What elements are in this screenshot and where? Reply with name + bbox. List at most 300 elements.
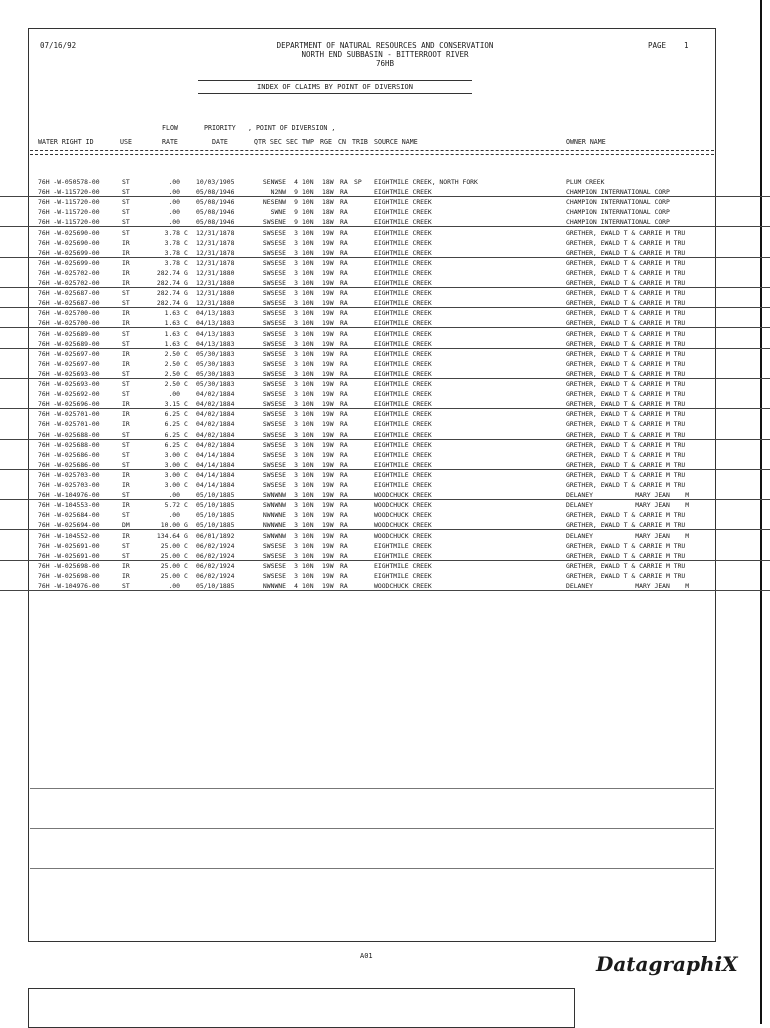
cell-rge: 19W (322, 369, 334, 378)
table-row (0, 450, 770, 460)
cell-use: ST (122, 430, 130, 439)
cell-qtr: SWNWNW (262, 531, 286, 540)
cell-id: 76H -W-025699-00 (38, 258, 100, 267)
table-row (0, 339, 770, 349)
cell-flag: C (184, 400, 188, 409)
col-cn: CN (338, 138, 346, 146)
cell-flag: G (184, 268, 188, 277)
cell-twp: 10N (302, 359, 314, 368)
col-point-of-diversion: , POINT OF DIVERSION , (248, 124, 336, 132)
cell-rate: 1.63 (164, 329, 180, 338)
cell-twp: 10N (302, 571, 314, 580)
cell-flag: C (184, 359, 188, 368)
cell-qtr: NESENW (262, 198, 286, 207)
cell-use: ST (122, 218, 130, 227)
cell-source: EIGHTMILE CREEK (374, 430, 432, 439)
table-row (0, 258, 770, 268)
cell-qtr: SWNE (270, 208, 286, 217)
cell-twp: 10N (302, 521, 314, 530)
cell-cn: RA (340, 238, 348, 247)
cell-cn: RA (340, 248, 348, 257)
cell-twp: 10N (302, 501, 314, 510)
cell-sec: 3 (294, 551, 298, 560)
cell-date: 04/02/1884 (196, 440, 235, 449)
col-owner-name: OWNER NAME (566, 138, 606, 146)
cell-twp: 10N (302, 511, 314, 520)
cell-date: 04/14/1884 (196, 481, 235, 489)
cell-qtr: NWNWNE (262, 521, 286, 530)
cell-source: EIGHTMILE CREEK (374, 228, 432, 237)
cell-date: 05/30/1883 (196, 359, 235, 368)
cell-id: 76H -W-025701-00 (38, 420, 100, 429)
cell-owner: GRETHER, EWALD T & CARRIE M TRU (566, 420, 686, 429)
cell-owner: GRETHER, EWALD T & CARRIE M TRU (566, 289, 686, 298)
cell-rge: 18W (322, 208, 334, 217)
next-frame-border (28, 988, 575, 1028)
table-row (0, 248, 770, 258)
cell-rate: 3.78 (164, 248, 180, 257)
cell-cn: RA (340, 218, 348, 227)
page-label: PAGE (648, 41, 667, 50)
cell-owner: GRETHER, EWALD T & CARRIE M TRU (566, 248, 686, 257)
cell-rate: 3.00 (164, 450, 180, 459)
cell-id: 76H -W-025686-00 (38, 460, 100, 469)
cell-rate: 1.63 (164, 339, 180, 348)
cell-flag: C (184, 238, 188, 247)
cell-id: 76H -W-025691-00 (38, 551, 100, 560)
cell-flag: C (184, 228, 188, 237)
cell-use: ST (122, 228, 130, 237)
cell-id: 76H -W-025702-00 (38, 279, 100, 287)
cell-date: 04/13/1883 (196, 319, 235, 328)
cell-twp: 10N (302, 390, 314, 399)
cell-cn: RA (340, 359, 348, 368)
cell-use: IR (122, 268, 130, 277)
cell-sec: 3 (294, 491, 298, 500)
table-row (0, 510, 770, 520)
cell-rge: 18W (322, 188, 334, 197)
cell-sec: 3 (294, 561, 298, 570)
cell-sec: 3 (294, 511, 298, 520)
cell-date: 04/02/1884 (196, 420, 235, 429)
cell-twp: 10N (302, 208, 314, 217)
cell-flag: C (184, 571, 188, 580)
cell-use: IR (122, 571, 130, 580)
cell-owner: GRETHER, EWALD T & CARRIE M TRU (566, 410, 686, 419)
cell-rate: 3.78 (164, 228, 180, 237)
cell-sec: 3 (294, 238, 298, 247)
cell-twp: 10N (302, 470, 314, 479)
cell-id: 76H -W-025689-00 (38, 329, 100, 338)
cell-twp: 10N (302, 420, 314, 429)
cell-id: 76H -W-104976-00 (38, 491, 100, 500)
table-row (0, 228, 770, 238)
cell-qtr: SWSESE (262, 319, 286, 328)
cell-id: 76H -W-115720-00 (38, 218, 100, 227)
cell-rge: 19W (322, 410, 334, 419)
cell-rate: .00 (168, 491, 180, 500)
cell-date: 04/02/1884 (196, 410, 235, 419)
cell-twp: 10N (302, 188, 314, 197)
cell-sec: 3 (294, 279, 298, 287)
frame-code: A01 (360, 952, 373, 960)
cell-twp: 10N (302, 531, 314, 540)
table-row (0, 308, 770, 318)
cell-cn: RA (340, 319, 348, 328)
cell-twp: 10N (302, 339, 314, 348)
cell-rate: 25.00 (160, 571, 180, 580)
cell-cn: RA (340, 329, 348, 338)
cell-rate: 3.00 (164, 460, 180, 469)
cell-id: 76H -W-025700-00 (38, 309, 100, 318)
cell-owner: GRETHER, EWALD T & CARRIE M TRU (566, 279, 686, 287)
cell-use: ST (122, 380, 130, 388)
cell-owner: DELANEY MARY JEAN M (566, 501, 690, 510)
cell-sec: 3 (294, 571, 298, 580)
cell-owner: GRETHER, EWALD T & CARRIE M TRU (566, 511, 686, 520)
col-flow: FLOW (162, 124, 178, 132)
cell-date: 05/10/1885 (196, 521, 235, 530)
cell-date: 04/14/1884 (196, 460, 235, 469)
cell-id: 76H -W-025688-00 (38, 440, 100, 449)
cell-source: EIGHTMILE CREEK (374, 359, 432, 368)
cell-source: WOODCHUCK CREEK (374, 521, 432, 530)
cell-twp: 10N (302, 380, 314, 388)
cell-use: IR (122, 279, 130, 287)
cell-cn: RA (340, 551, 348, 560)
cell-use: IR (122, 410, 130, 419)
cell-sec: 3 (294, 481, 298, 489)
cell-owner: GRETHER, EWALD T & CARRIE M TRU (566, 460, 686, 469)
cell-id: 76H -W-115720-00 (38, 198, 100, 207)
cell-use: IR (122, 258, 130, 267)
cell-qtr: N2NW (270, 188, 286, 197)
cell-cn: RA (340, 228, 348, 237)
cell-rge: 19W (322, 450, 334, 459)
cell-twp: 10N (302, 248, 314, 257)
cell-rge: 19W (322, 420, 334, 429)
cell-date: 05/08/1946 (196, 198, 235, 207)
basin-code: 76HB (375, 59, 395, 68)
col-date: DATE (212, 138, 228, 146)
cell-owner: GRETHER, EWALD T & CARRIE M TRU (566, 521, 686, 530)
cell-date: 12/31/1878 (196, 258, 235, 267)
cell-source: EIGHTMILE CREEK (374, 218, 432, 227)
cell-cn: RA (340, 309, 348, 318)
cell-twp: 10N (302, 218, 314, 227)
cell-source: EIGHTMILE CREEK (374, 198, 432, 207)
cell-cn: RA (340, 178, 348, 186)
cell-source: EIGHTMILE CREEK (374, 440, 432, 449)
cell-date: 04/13/1883 (196, 339, 235, 348)
table-row (0, 460, 770, 470)
cell-rate: .00 (168, 188, 180, 197)
cell-rate: 25.00 (160, 551, 180, 560)
table-row (0, 349, 770, 359)
cell-flag: G (184, 521, 188, 530)
cell-twp: 10N (302, 268, 314, 277)
cell-source: WOODCHUCK CREEK (374, 531, 432, 540)
cell-twp: 10N (302, 299, 314, 308)
cell-rate: 6.25 (164, 440, 180, 449)
cell-rge: 19W (322, 279, 334, 287)
cell-qtr: SWSESE (262, 470, 286, 479)
cell-rge: 18W (322, 178, 334, 186)
cell-cn: RA (340, 501, 348, 510)
cell-twp: 10N (302, 258, 314, 267)
cell-source: EIGHTMILE CREEK (374, 268, 432, 277)
cell-id: 76H -W-025698-00 (38, 561, 100, 570)
cell-rge: 18W (322, 218, 334, 227)
cell-qtr: SWSESE (262, 551, 286, 560)
cell-rate: .00 (168, 582, 180, 590)
cell-qtr: SWSESE (262, 380, 286, 388)
cell-rge: 19W (322, 551, 334, 560)
cell-rate: 1.63 (164, 319, 180, 328)
cell-source: EIGHTMILE CREEK (374, 420, 432, 429)
cell-rge: 19W (322, 359, 334, 368)
cell-rate: 134.64 (156, 531, 180, 540)
table-row (0, 561, 770, 571)
cell-twp: 10N (302, 238, 314, 247)
cell-flag: C (184, 410, 188, 419)
cell-owner: GRETHER, EWALD T & CARRIE M TRU (566, 481, 686, 489)
cell-date: 05/08/1946 (196, 218, 235, 227)
cell-sec: 3 (294, 380, 298, 388)
cell-source: EIGHTMILE CREEK (374, 208, 432, 217)
cell-use: ST (122, 551, 130, 560)
cell-qtr: SWSESE (262, 248, 286, 257)
cell-rate: 25.00 (160, 541, 180, 550)
cell-cn: RA (340, 420, 348, 429)
cell-owner: GRETHER, EWALD T & CARRIE M TRU (566, 430, 686, 439)
cell-id: 76H -W-025698-00 (38, 571, 100, 580)
cell-source: EIGHTMILE CREEK (374, 258, 432, 267)
cell-rge: 19W (322, 248, 334, 257)
cell-flag: C (184, 309, 188, 318)
cell-source: EIGHTMILE CREEK (374, 400, 432, 409)
cell-id: 76H -W-025687-00 (38, 299, 100, 308)
cell-source: EIGHTMILE CREEK (374, 339, 432, 348)
cell-owner: CHAMPION INTERNATIONAL CORP (566, 218, 670, 227)
cell-flag: C (184, 258, 188, 267)
cell-rge: 19W (322, 289, 334, 298)
table-row (0, 571, 770, 581)
cell-rge: 19W (322, 349, 334, 358)
cell-rge: 19W (322, 582, 334, 590)
cell-trib: SP (354, 178, 362, 186)
table-row (0, 531, 770, 541)
cell-flag: C (184, 450, 188, 459)
cell-rge: 19W (322, 501, 334, 510)
cell-sec: 3 (294, 268, 298, 277)
cell-id: 76H -W-025693-00 (38, 369, 100, 378)
cell-flag: C (184, 380, 188, 388)
cell-source: EIGHTMILE CREEK (374, 349, 432, 358)
cell-flag: C (184, 430, 188, 439)
cell-date: 06/01/1892 (196, 531, 235, 540)
cell-sec: 3 (294, 531, 298, 540)
cell-qtr: NWNWNE (262, 511, 286, 520)
cell-cn: RA (340, 208, 348, 217)
cell-qtr: NWNWNE (262, 582, 286, 590)
table-row (0, 369, 770, 379)
cell-twp: 10N (302, 481, 314, 489)
cell-owner: GRETHER, EWALD T & CARRIE M TRU (566, 390, 686, 399)
cell-cn: RA (340, 349, 348, 358)
cell-cn: RA (340, 279, 348, 287)
cell-date: 10/03/1905 (196, 178, 235, 186)
table-row (0, 389, 770, 399)
cell-sec: 3 (294, 359, 298, 368)
cell-qtr: SWSESE (262, 289, 286, 298)
cell-qtr: SWSESE (262, 349, 286, 358)
cell-id: 76H -W-025692-00 (38, 390, 100, 399)
cell-owner: DELANEY MARY JEAN M (566, 491, 690, 500)
cell-flag: C (184, 339, 188, 348)
cell-sec: 9 (294, 188, 298, 197)
cell-id: 76H -W-025690-00 (38, 228, 100, 237)
report-date: 07/16/92 (40, 41, 77, 50)
cell-use: IR (122, 470, 130, 479)
cell-source: EIGHTMILE CREEK (374, 369, 432, 378)
cell-rate: 3.00 (164, 481, 180, 489)
table-row (0, 238, 770, 248)
cell-sec: 3 (294, 450, 298, 459)
cell-qtr: SWSESE (262, 258, 286, 267)
cell-qtr: SWSESE (262, 481, 286, 489)
cell-rge: 19W (322, 440, 334, 449)
cell-date: 04/02/1884 (196, 430, 235, 439)
cell-qtr: SWSESE (262, 390, 286, 399)
cell-owner: GRETHER, EWALD T & CARRIE M TRU (566, 450, 686, 459)
cell-cn: RA (340, 582, 348, 590)
col-qtr-sec: QTR SEC (254, 138, 282, 146)
cell-flag: C (184, 541, 188, 550)
table-row (0, 177, 770, 187)
cell-owner: GRETHER, EWALD T & CARRIE M TRU (566, 551, 686, 560)
cell-cn: RA (340, 400, 348, 409)
cell-date: 12/31/1880 (196, 289, 235, 298)
cell-cn: RA (340, 188, 348, 197)
cell-rge: 19W (322, 329, 334, 338)
cell-qtr: SWSESE (262, 450, 286, 459)
cell-twp: 10N (302, 400, 314, 409)
cell-twp: 10N (302, 198, 314, 207)
cell-rge: 19W (322, 561, 334, 570)
cell-sec: 3 (294, 289, 298, 298)
cell-rge: 19W (322, 319, 334, 328)
cell-rate: 10.00 (160, 521, 180, 530)
table-row (0, 288, 770, 298)
cell-sec: 3 (294, 430, 298, 439)
col-trib: TRIB (352, 138, 368, 146)
cell-qtr: SWSESE (262, 420, 286, 429)
table-row (0, 470, 770, 480)
cell-cn: RA (340, 430, 348, 439)
cell-source: EIGHTMILE CREEK (374, 561, 432, 570)
cell-rate: 2.50 (164, 359, 180, 368)
cell-sec: 3 (294, 319, 298, 328)
cell-twp: 10N (302, 349, 314, 358)
cell-rge: 18W (322, 198, 334, 207)
cell-sec: 3 (294, 369, 298, 378)
cell-owner: GRETHER, EWALD T & CARRIE M TRU (566, 228, 686, 237)
cell-id: 76H -W-025703-00 (38, 481, 100, 489)
cell-rate: .00 (168, 511, 180, 520)
cell-cn: RA (340, 299, 348, 308)
header-separator (30, 150, 714, 155)
cell-use: IR (122, 359, 130, 368)
cell-owner: GRETHER, EWALD T & CARRIE M TRU (566, 561, 686, 570)
table-row (0, 480, 770, 490)
table-row (0, 379, 770, 389)
cell-rate: 2.50 (164, 349, 180, 358)
cell-use: IR (122, 561, 130, 570)
cell-use: IR (122, 309, 130, 318)
cell-rate: .00 (168, 198, 180, 207)
cell-source: EIGHTMILE CREEK (374, 248, 432, 257)
table-row (0, 217, 770, 227)
cell-twp: 10N (302, 279, 314, 287)
cell-cn: RA (340, 491, 348, 500)
cell-rge: 19W (322, 238, 334, 247)
cell-qtr: SWSESE (262, 238, 286, 247)
cell-date: 04/14/1884 (196, 470, 235, 479)
cell-flag: C (184, 369, 188, 378)
table-row (0, 278, 770, 288)
table-row (0, 187, 770, 197)
table-row (0, 329, 770, 339)
cell-twp: 10N (302, 228, 314, 237)
cell-date: 05/10/1885 (196, 511, 235, 520)
cell-use: IR (122, 238, 130, 247)
cell-rate: 3.78 (164, 238, 180, 247)
cell-flag: C (184, 470, 188, 479)
cell-cn: RA (340, 511, 348, 520)
cell-owner: GRETHER, EWALD T & CARRIE M TRU (566, 470, 686, 479)
agency-name: DEPARTMENT OF NATURAL RESOURCES AND CONSERVATION (276, 41, 494, 50)
cell-qtr: SENWSE (262, 178, 286, 186)
blank-rule (30, 828, 714, 829)
cell-rate: .00 (168, 390, 180, 399)
cell-cn: RA (340, 258, 348, 267)
cell-use: ST (122, 511, 130, 520)
cell-sec: 9 (294, 198, 298, 207)
table-row (0, 197, 770, 207)
table-row (0, 440, 770, 450)
cell-twp: 10N (302, 551, 314, 560)
table-row (0, 207, 770, 217)
cell-qtr: SWSESE (262, 400, 286, 409)
cell-id: 76H -W-025691-00 (38, 541, 100, 550)
cell-use: ST (122, 450, 130, 459)
cell-qtr: SWSESE (262, 440, 286, 449)
cell-rate: 282.74 (156, 268, 180, 277)
table-row (0, 520, 770, 530)
cell-use: ST (122, 329, 130, 338)
table-row (0, 318, 770, 328)
cell-source: EIGHTMILE CREEK (374, 238, 432, 247)
cell-flag: G (184, 299, 188, 308)
cell-id: 76H -W-104976-00 (38, 582, 100, 590)
cell-qtr: SWSESE (262, 329, 286, 338)
cell-sec: 3 (294, 299, 298, 308)
cell-id: 76H -W-115720-00 (38, 208, 100, 217)
cell-source: EIGHTMILE CREEK (374, 551, 432, 560)
cell-rge: 19W (322, 258, 334, 267)
cell-source: EIGHTMILE CREEK, NORTH FORK (374, 178, 478, 186)
